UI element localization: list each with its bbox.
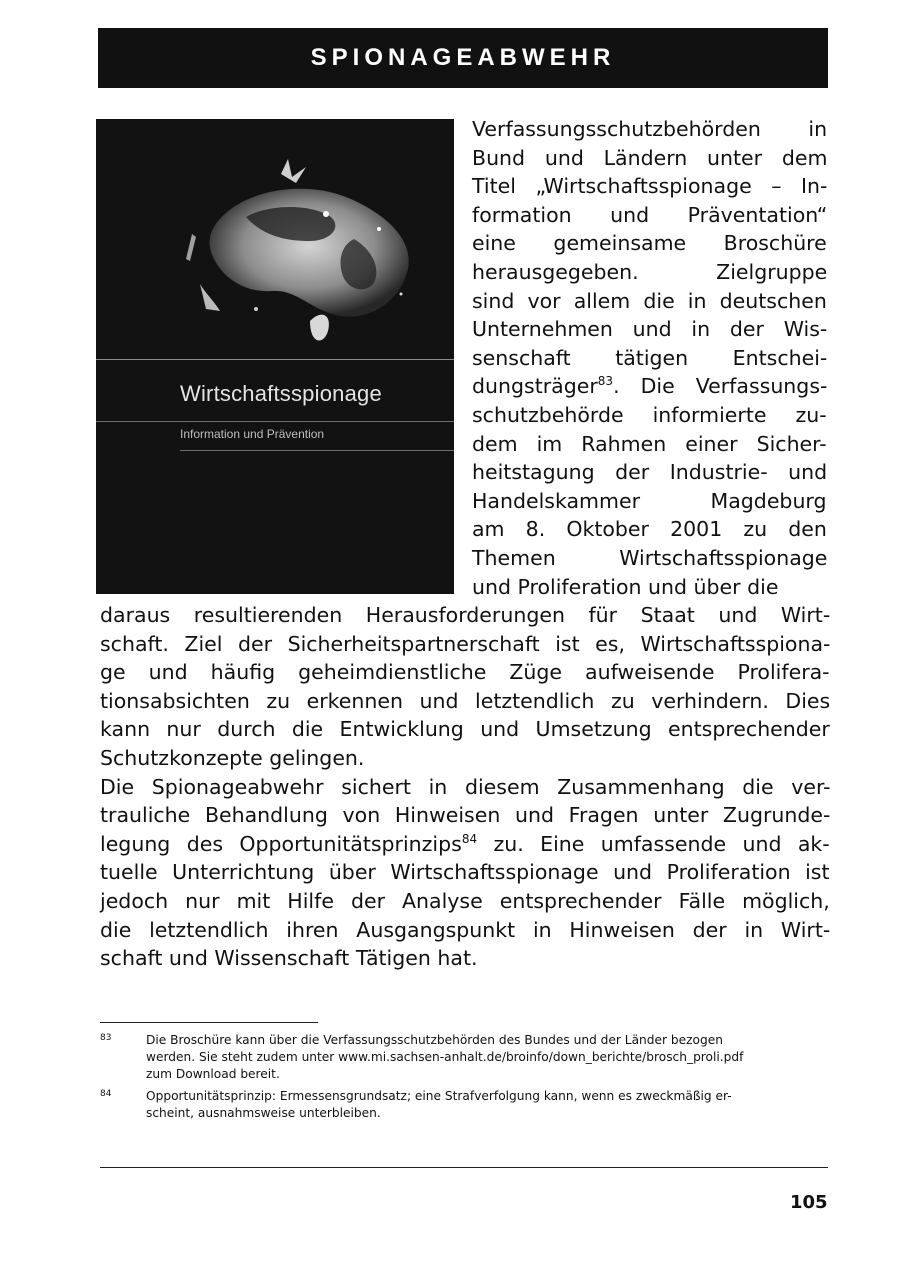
- text-line: trauliche Behandlung von Hinweisen und Fragen unter Zugrunde-: [100, 803, 831, 828]
- text-line: [472, 372, 827, 401]
- page-bottom-rule: [100, 1167, 828, 1168]
- text-line: formation und Präventation“: [472, 202, 828, 227]
- cover-artwork: [96, 119, 454, 594]
- footnotes: [100, 1032, 830, 1127]
- footnote-line: Die Broschüre kann über die Verfassungsschutzbehörden des Bundes und der Länder bezogen: [146, 1033, 723, 1047]
- footnote-text: [146, 1032, 830, 1083]
- text-line: und Proliferation und über die: [472, 574, 779, 599]
- right-column-text: [472, 115, 827, 601]
- text-line: senschaft tätigen Entschei-: [472, 345, 828, 370]
- text-line: [100, 830, 830, 859]
- text-line: sind vor allem die in deutschen: [472, 288, 827, 313]
- footnote-ref-83[interactable]: 83: [597, 374, 614, 389]
- text-line: dem im Rahmen einer Sicher-: [472, 431, 827, 456]
- text-line: herausgegeben. Zielgruppe: [472, 259, 828, 284]
- footnote-84: [100, 1088, 830, 1122]
- text-fragment: zu. Eine umfassende und ak-: [477, 831, 830, 856]
- footnote-line-with-link[interactable]: werden. Sie steht zudem unter www.mi.sachsen-anhalt.de/broinfo/down_berichte/brosch_proli.pdf: [146, 1050, 744, 1064]
- text-line: Die Spionageabwehr sichert in diesem Zusammenhang die ver-: [100, 774, 831, 799]
- text-line: eine gemeinsame Broschüre: [472, 231, 827, 256]
- section-header: [98, 28, 828, 88]
- text-line: schaft. Ziel der Sicherheitspartnerschaft ist es, Wirtschaftsspiona-: [100, 631, 831, 656]
- text-line: heitstagung der Industrie- und: [472, 460, 828, 485]
- footnote-line: scheint, ausnahmsweise unterbleiben.: [146, 1106, 381, 1120]
- cover-rule-top: [96, 359, 454, 360]
- text-fragment: dungsträger: [472, 374, 598, 399]
- text-line: Handelskammer Magdeburg: [472, 488, 827, 513]
- footnote-number: 84: [100, 1089, 112, 1099]
- text-line: daraus resultierenden Herausforderungen für Staat und Wirt-: [100, 603, 831, 627]
- text-fragment: legung des Opportunitätsprinzips: [100, 831, 462, 856]
- page-number: 105: [790, 1192, 828, 1213]
- text-fragment: . Die Verfassungs-: [613, 374, 828, 399]
- cover-rule-middle: [96, 421, 454, 422]
- text-line: Unternehmen und in der Wis-: [472, 317, 828, 342]
- full-width-text: [100, 601, 830, 973]
- section-title: SPIONAGEABWEHR: [310, 44, 616, 71]
- brochure-cover-image: [96, 119, 454, 594]
- footnote-number: 83: [100, 1033, 112, 1043]
- text-line: tuelle Unterrichtung über Wirtschaftsspionage und Proliferation ist: [100, 860, 830, 885]
- text-line: die letztendlich ihren Ausgangspunkt in Hinweisen der in Wirt-: [100, 917, 831, 942]
- text-line: Bund und Ländern unter dem: [472, 145, 828, 170]
- footnote-separator: [100, 1022, 318, 1023]
- footnote-line: Opportunitätsprinzip: Ermessensgrundsatz; eine Strafverfolgung kann, wenn es zweckmäßig er-: [146, 1089, 732, 1103]
- text-line: ge und häufig geheimdienstliche Züge aufweisende Prolifera-: [100, 660, 830, 685]
- cover-subtitle: Information und Prävention: [180, 427, 325, 441]
- footnote-ref-84[interactable]: 84: [461, 831, 478, 846]
- cover-title: Wirtschaftsspionage: [180, 381, 382, 406]
- text-line: Schutzkonzepte gelingen.: [100, 745, 365, 770]
- cover-rule-bottom: [180, 450, 454, 451]
- text-line: Titel „Wirtschaftsspionage – In-: [472, 174, 828, 199]
- text-line: schutzbehörde informierte zu-: [472, 402, 827, 427]
- text-line: am 8. Oktober 2001 zu den: [472, 517, 827, 542]
- text-line: tionsabsichten zu erkennen und letztendlich zu verhindern. Dies: [100, 688, 831, 713]
- text-line: Verfassungsschutzbehörden in: [472, 117, 828, 141]
- footnote-83: [100, 1032, 830, 1083]
- text-line: jedoch nur mit Hilfe der Analyse entsprechender Fälle möglich,: [100, 888, 830, 913]
- text-line: Themen Wirtschaftsspionage: [472, 545, 828, 570]
- text-line: schaft und Wissenschaft Tätigen hat.: [100, 946, 478, 971]
- footnote-text: [146, 1088, 830, 1122]
- text-line: kann nur durch die Entwicklung und Umsetzung entsprechender: [100, 717, 830, 742]
- footnote-line: zum Download bereit.: [146, 1067, 280, 1081]
